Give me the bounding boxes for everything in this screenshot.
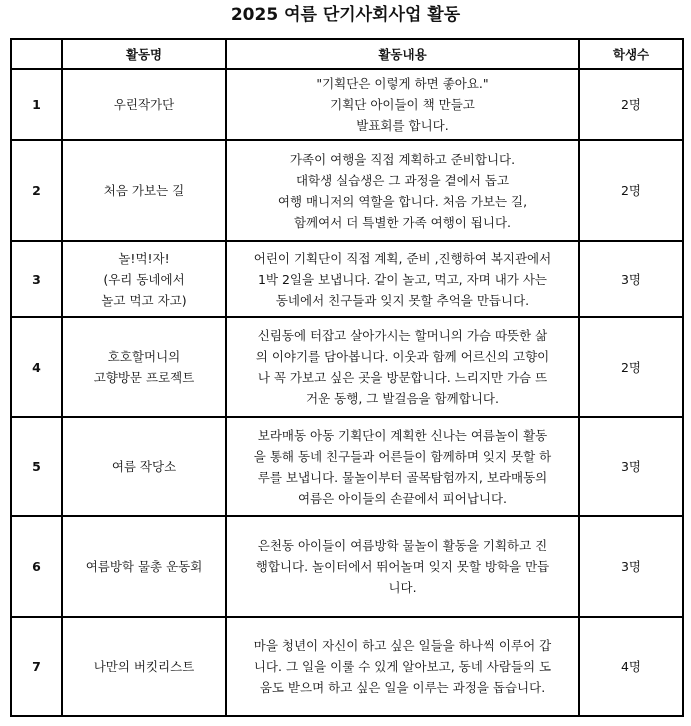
activity-name: 우린작가단 [62, 69, 226, 140]
row-number: 3 [11, 241, 62, 317]
student-count: 3명 [579, 241, 683, 317]
table-row [11, 317, 683, 417]
header-student-count: 학생수 [579, 39, 683, 69]
student-count: 3명 [579, 516, 683, 617]
row-number: 4 [11, 317, 62, 417]
activity-name: 여름방학 물총 운동회 [62, 516, 226, 617]
activity-name: 처음 가보는 길 [62, 140, 226, 241]
student-count: 2명 [579, 140, 683, 241]
table-row [11, 617, 683, 716]
table-row [11, 417, 683, 516]
header-activity-content: 활동내용 [226, 39, 579, 69]
activity-name: 놀!먹!자! (우리 동네에서 놀고 먹고 자고) [62, 241, 226, 317]
table-row [11, 140, 683, 241]
table-header-row [11, 39, 683, 69]
table-row [11, 241, 683, 317]
row-number: 7 [11, 617, 62, 716]
table-row [11, 69, 683, 140]
activity-content: 신림동에 터잡고 살아가시는 할머니의 가슴 따뜻한 삶 의 이야기를 담아봅니다. 이웃과 함께 어르신의 고향이 나 꼭 가보고 싶은 곳을 방문합니다. 느리지만 가슴 뜨 거운 동행, 그 발걸음을 함께합니다. [226, 317, 579, 417]
row-number: 5 [11, 417, 62, 516]
activity-content: 은천동 아이들이 여름방학 물놀이 활동을 기획하고 진 행합니다. 놀이터에서 뛰어놀며 잊지 못할 방학을 만듭 니다. [226, 516, 579, 617]
activity-name: 여름 작당소 [62, 417, 226, 516]
activity-name: 호호할머니의 고향방문 프로젝트 [62, 317, 226, 417]
student-count: 2명 [579, 317, 683, 417]
student-count: 4명 [579, 617, 683, 716]
row-number: 1 [11, 69, 62, 140]
activity-content: 마을 청년이 자신이 하고 싶은 일들을 하나씩 이루어 갑 니다. 그 일을 이룰 수 있게 알아보고, 동네 사람들의 도 움도 받으며 하고 싶은 일을 이루는 과정을 돕습니다. [226, 617, 579, 716]
activity-content: 가족이 여행을 직접 계획하고 준비합니다. 대학생 실습생은 그 과정을 곁에서 돕고 여행 매니저의 역할을 합니다. 처음 가보는 길, 함께여서 더 특별한 가족 여행이 됩니다. [226, 140, 579, 241]
activity-name: 나만의 버킷리스트 [62, 617, 226, 716]
activity-content: "기획단은 이렇게 하면 좋아요." 기획단 아이들이 책 만들고 발표회를 합니다. [226, 69, 579, 140]
header-number [11, 39, 62, 69]
student-count: 3명 [579, 417, 683, 516]
table-row [11, 516, 683, 617]
activity-content: 어린이 기획단이 직접 계획, 준비 ,진행하여 복지관에서 1박 2일을 보냅니다. 같이 놀고, 먹고, 자며 내가 사는 동네에서 친구들과 잊지 못할 추억을 만듭니다. [226, 241, 579, 317]
activity-table [10, 38, 684, 717]
row-number: 6 [11, 516, 62, 617]
student-count: 2명 [579, 69, 683, 140]
page-title: 2025 여름 단기사회사업 활동 [230, 5, 461, 25]
row-number: 2 [11, 140, 62, 241]
activity-content: 보라매동 아동 기획단이 계획한 신나는 여름놀이 활동 을 통해 동네 친구들과 어른들이 함께하며 잊지 못할 하 루를 보냅니다. 물놀이부터 골목탐험까지, 보라매동의 여름은 아이들의 손끝에서 피어납니다. [226, 417, 579, 516]
header-activity-name: 활동명 [62, 39, 226, 69]
